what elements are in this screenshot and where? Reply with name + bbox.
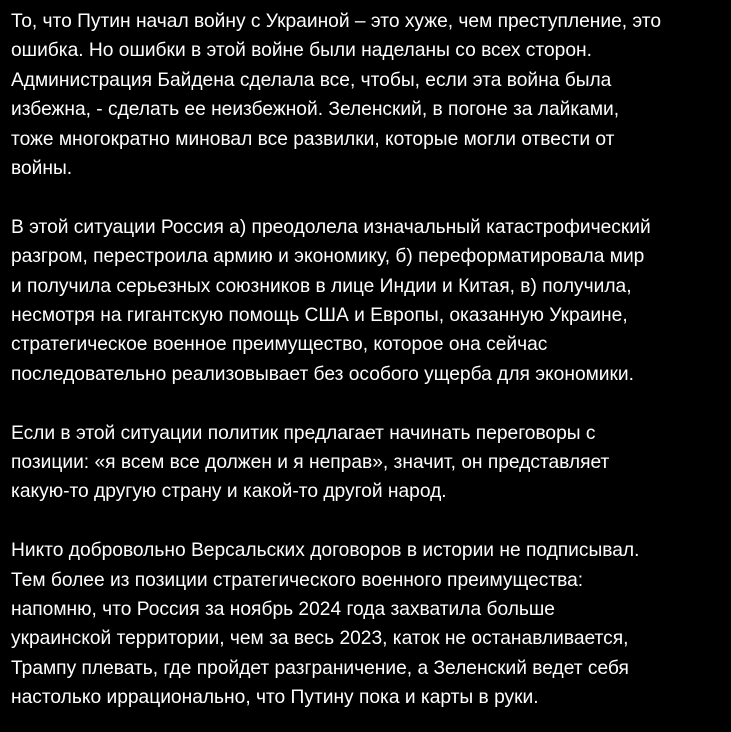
text-line: Администрация Байдена сделала все, чтобы, если эта война была [11,69,612,91]
text-line: войны. [11,158,73,180]
text-line: Тем более из позиции стратегического военного преимущества: [11,569,584,591]
text-line: ошибка. Но ошибки в этой войне были наделаны со всех сторон. [11,40,592,62]
text-line: избежна, - сделать ее неизбежной. Зеленский, в погоне за лайками, [11,99,620,121]
text-line: украинской территории, чем за весь 2023, каток не останавливается, [11,628,629,650]
text-line: какую-то другую страну и какой-то другой народ. [11,481,447,503]
text-line: и получила серьезных союзников в лице Индии и Китая, в) получила, [11,275,632,297]
text-line: разгром, перестроила армию и экономику, б) переформатировала мир [11,246,645,268]
text-line: Никто добровольно Версальских договоров в истории не подписывал. [11,540,640,562]
text-line: Если в этой ситуации политик предлагает начинать переговоры с [11,422,596,444]
text-line: последовательно реализовывает без особого ущерба для экономики. [11,363,634,385]
paragraph-4 [11,536,727,712]
text-line: настолько иррационально, что Путину пока и карты в руки. [11,687,539,709]
text-line: Трампу плевать, где пройдет разграничение, а Зеленский ведет себя [11,657,629,679]
text-line: позиции: «я всем все должен и я неправ», значит, он представляет [11,452,610,474]
paragraph-2 [11,213,727,389]
text-line: То, что Путин начал войну с Украиной – это хуже, чем преступление, это [11,11,662,32]
post-body [11,7,727,713]
text-line: несмотря на гигантскую помощь США и Европы, оказанную Украине, [11,305,628,327]
paragraph-3 [11,419,727,507]
text-line: тоже многократно миновал все развилки, которые могли отвести от [11,128,615,150]
text-line: В этой ситуации Россия а) преодолела изначальный катастрофический [11,216,651,238]
paragraph-1 [11,7,727,183]
text-line: стратегическое военное преимущество, которое она сейчас [11,334,548,356]
text-line: напомню, что Россия за ноябрь 2024 года захватила больше [11,599,555,621]
